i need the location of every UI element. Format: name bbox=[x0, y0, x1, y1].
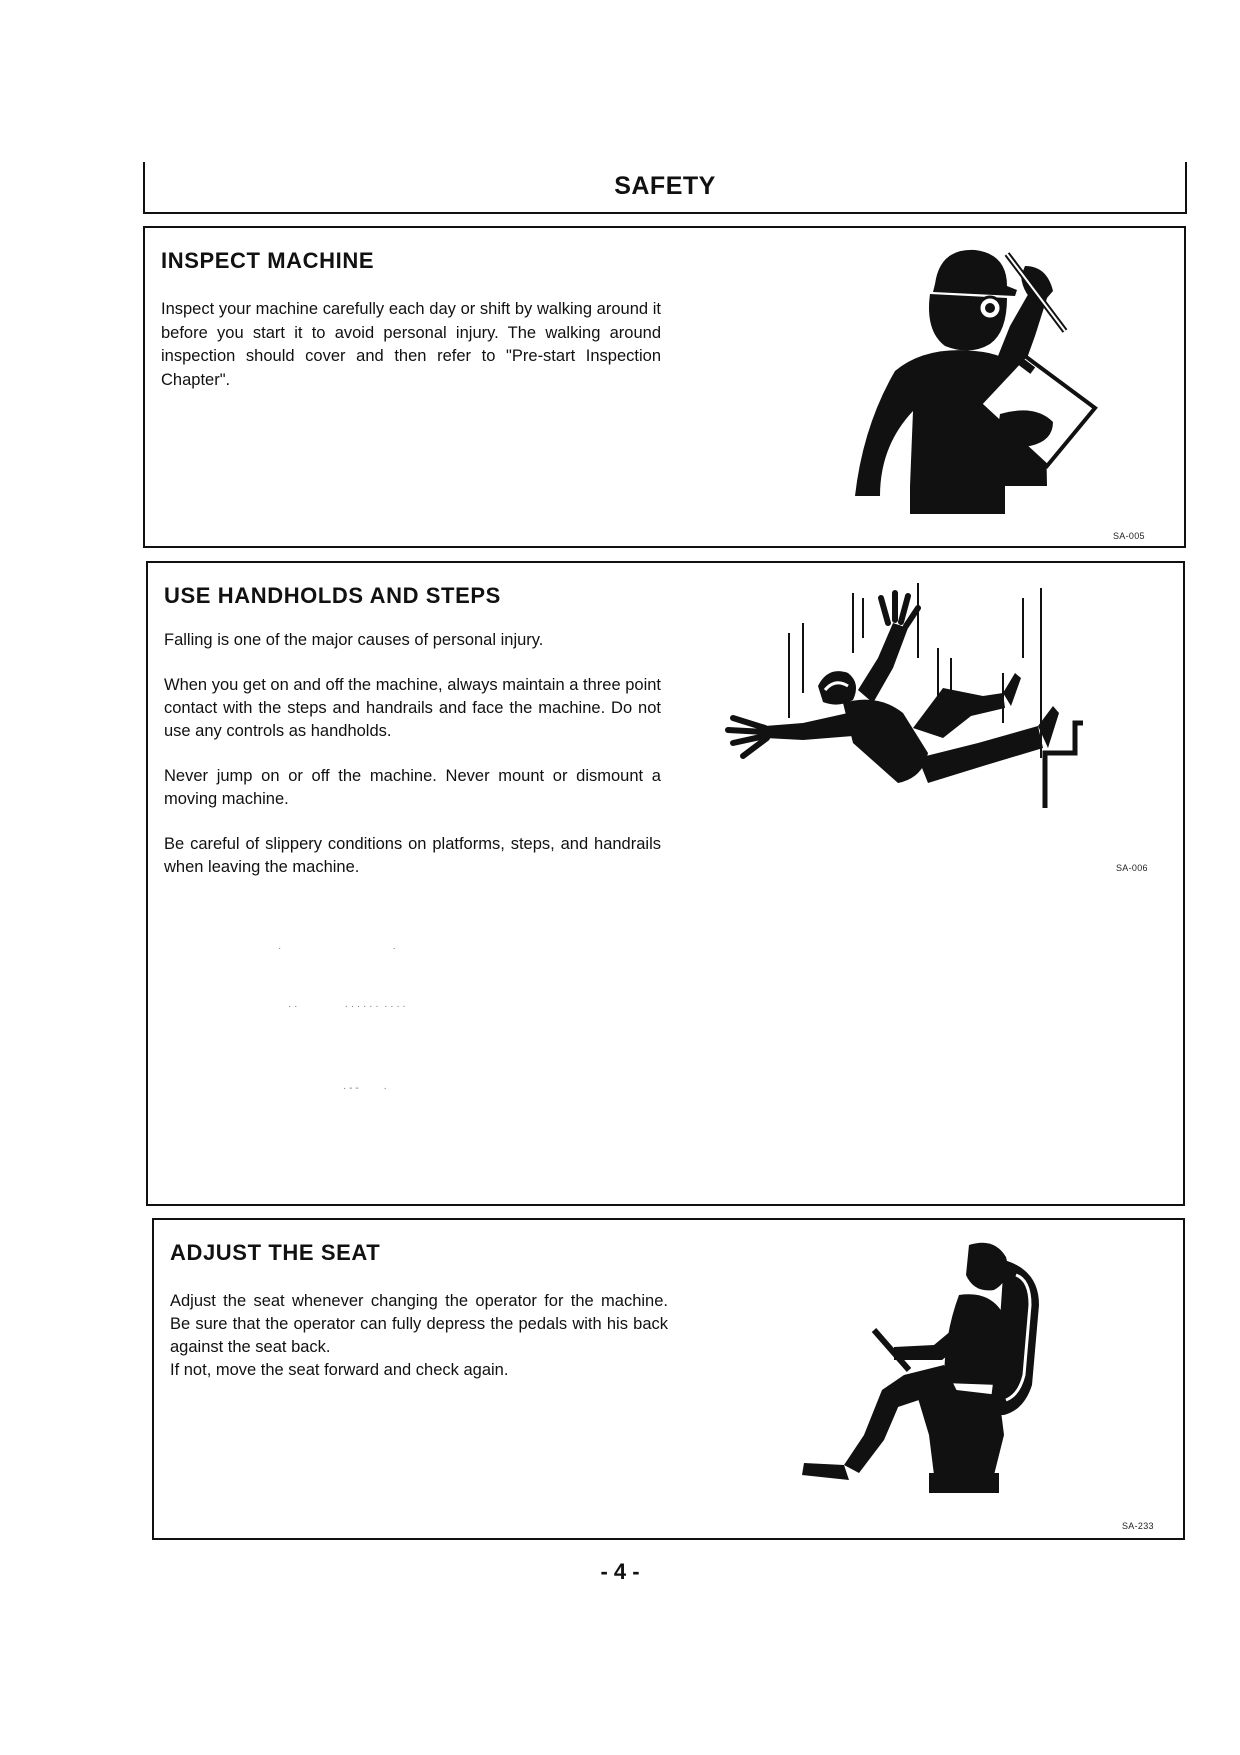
scan-speck: · · bbox=[278, 943, 396, 954]
page-number: - 4 - bbox=[600, 1559, 640, 1584]
paragraph: Never jump on or off the machine. Never mount or dismount a moving machine. bbox=[164, 767, 661, 808]
figure-code: SA-233 bbox=[1122, 1521, 1154, 1531]
inspector-with-clipboard-icon bbox=[785, 236, 1145, 526]
section-title: INSPECT MACHINE bbox=[161, 248, 375, 273]
scan-speck: · · · · · · · · · · · · bbox=[288, 1001, 406, 1012]
scan-speck: · - - · bbox=[343, 1083, 387, 1094]
paragraph: Falling is one of the major causes of personal injury. bbox=[164, 631, 544, 649]
paragraph: When you get on and off the machine, always maintain a three point contact with the steps and handrails and face the machine. Do not use any controls as handholds. bbox=[164, 676, 661, 740]
figure-code: SA-006 bbox=[1116, 863, 1148, 873]
page-header bbox=[143, 162, 1187, 214]
falling-person-icon bbox=[703, 578, 1083, 818]
page-title: SAFETY bbox=[614, 172, 716, 200]
section-use-handholds-and-steps bbox=[146, 561, 1185, 1206]
section-adjust-the-seat bbox=[152, 1218, 1185, 1540]
paragraph: Inspect your machine carefully each day or shift by walking around it before you start it to avoid personal injury. The walking around inspection should cover and then refer to "Pre-start Inspection Chapter". bbox=[161, 300, 661, 389]
section-inspect-machine bbox=[143, 226, 1186, 548]
seated-operator-icon bbox=[794, 1235, 1074, 1505]
paragraph: Be careful of slippery conditions on platforms, steps, and handrails when leaving the machine. bbox=[164, 835, 661, 876]
section-body bbox=[164, 629, 661, 901]
section-body bbox=[161, 298, 661, 414]
section-body bbox=[170, 1290, 668, 1404]
paragraph: If not, move the seat forward and check again. bbox=[170, 1361, 509, 1379]
section-title: USE HANDHOLDS AND STEPS bbox=[164, 583, 501, 608]
section-title: ADJUST THE SEAT bbox=[170, 1240, 381, 1265]
figure-code: SA-005 bbox=[1113, 531, 1145, 541]
paragraph: Adjust the seat whenever changing the operator for the machine. Be sure that the operator can fully depress the pedals with his back against the seat back. bbox=[170, 1292, 668, 1356]
